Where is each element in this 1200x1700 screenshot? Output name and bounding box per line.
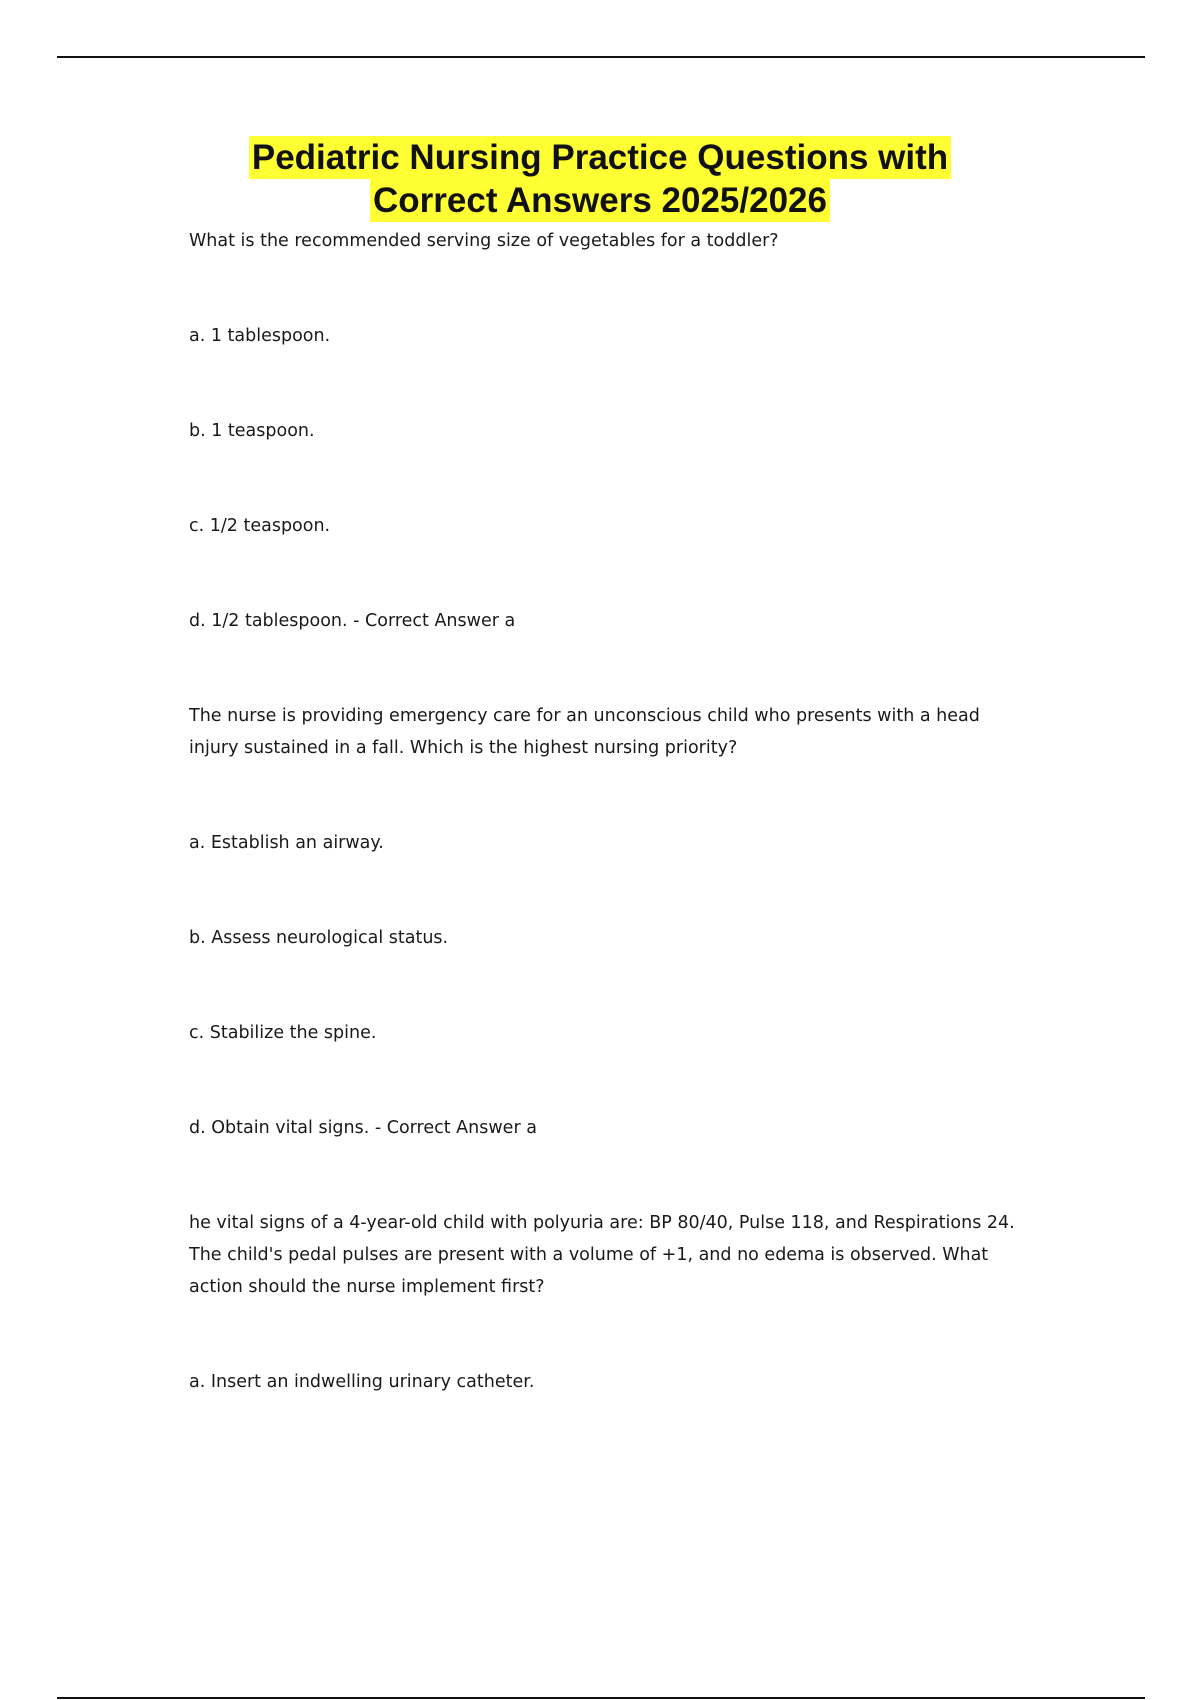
footer-rule [57, 1697, 1145, 1699]
question-1-stem: What is the recommended serving size of vegetables for a toddler? [189, 231, 779, 251]
question-1-option-b: b. 1 teaspoon. [189, 421, 315, 441]
question-2-option-c: c. Stabilize the spine. [189, 1023, 377, 1043]
title-line-2: Correct Answers 2025/2026 [370, 179, 830, 222]
question-1-option-c: c. 1/2 teaspoon. [189, 516, 331, 536]
question-3-option-a: a. Insert an indwelling urinary catheter. [189, 1372, 535, 1392]
question-2-stem: The nurse is providing emergency care for an unconscious child who presents with a head injury sustained in a fall. Which is the highest nursing priority? [189, 706, 980, 758]
question-1-option-a: a. 1 tablespoon. [189, 326, 331, 346]
question-2-option-d: d. Obtain vital signs. - Correct Answer a [189, 1118, 537, 1138]
document-title [0, 136, 1200, 222]
question-2-option-a: a. Establish an airway. [189, 833, 384, 853]
title-line-1: Pediatric Nursing Practice Questions with [249, 136, 951, 179]
question-list [189, 225, 1029, 1398]
question-1-option-d: d. 1/2 tablespoon. - Correct Answer a [189, 611, 516, 631]
question-2-option-b: b. Assess neurological status. [189, 928, 449, 948]
question-3-stem: he vital signs of a 4-year-old child with polyuria are: BP 80/40, Pulse 118, and Respirations 24. The child's pedal pulses are present with a volume of +1, and no edema is observed. What action should the nurse implement first? [189, 1213, 1015, 1297]
header-rule [57, 56, 1145, 58]
